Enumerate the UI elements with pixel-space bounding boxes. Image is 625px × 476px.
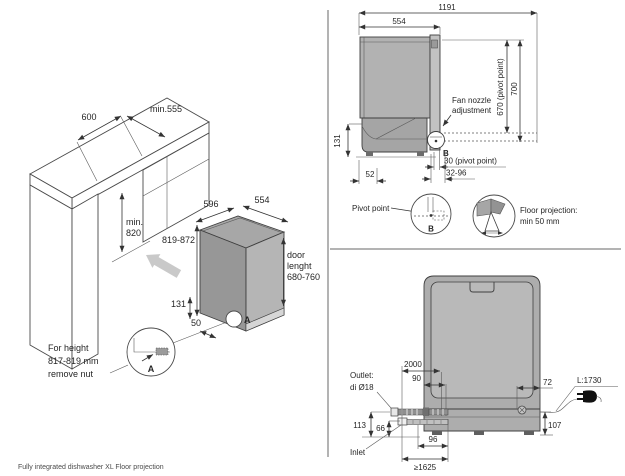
dim-back-clearance: 52 [365,170,375,179]
dim-cord-offset: 72 [543,378,552,387]
power-plug-icon [583,390,597,402]
floor-projection-line2: min 50 mm [520,217,560,226]
dim-cabinet-width: 600 [81,112,97,122]
inlet-label: Inlet [350,448,366,457]
outlet-label-line2: di Ø18 [350,383,374,392]
back-view [350,276,618,472]
base-assembly [362,118,427,152]
dim-open-depth: 1191 [438,3,456,12]
outlet-label-line1: Outlet: [350,371,374,380]
fan-nozzle-callout [443,96,492,126]
door-length-line1: door [287,250,306,260]
marker-b-label: B [443,149,449,158]
dishwasher-iso-box [200,216,284,331]
floor-projection-line1: Floor projection: [520,206,578,215]
dim-niche-height-line2: 820 [126,228,142,238]
push-direction-arrow [146,254,181,278]
outlet-connector [391,408,398,416]
dim-niche-depth: min.555 [149,104,183,114]
dim-side-plinth: 131 [333,134,342,148]
detail-a-letter: A [147,364,155,374]
dim-dw-height: 819-872 [161,235,195,245]
nut-detail [156,348,168,355]
dim-base-height: 107 [548,421,562,430]
pivot-point-detail [352,194,451,234]
dim-dw-toe: 50 [190,318,202,328]
side-view [333,3,577,237]
dim-hose-length: 2000 [404,360,422,369]
marker-a-label: A [244,315,251,325]
note-line2: 817-819 mm [48,356,99,366]
dim-inlet-offset: 96 [428,435,438,444]
inlet-connector [398,418,407,425]
marker-a-circle [226,311,242,327]
door-length-line2: lenght [287,261,312,271]
fan-nozzle-line2: adjustment [452,106,492,115]
side-view-machine [356,35,449,158]
dim-hose-reach: ≥1625 [413,463,437,472]
dim-dw-width: 596 [203,199,219,209]
pivot-point-label: Pivot point [352,204,390,213]
dim-door-gap-range: 32-96 [446,168,467,178]
dim-niche-height-line1: min. [126,217,144,227]
dim-dw-depth: 554 [254,195,270,205]
power-cord [540,387,618,413]
dim-pivot-height: 670 (pivot point) [496,58,505,116]
dim-dw-plinth: 131 [170,299,186,309]
dim-height-700: 700 [510,82,519,96]
hose-coupling [423,408,429,417]
dim-pivot-offset: 30 (pivot point) [444,156,497,166]
note-line1: For height [48,343,89,353]
pivot-detail-letter: B [428,224,434,234]
kitchen-cabinet-drawing [30,98,209,369]
dim-inlet-height: 66 [376,424,385,433]
floor-projection-detail [473,195,577,237]
dim-side-depth: 554 [392,17,406,26]
fan-nozzle-line1: Fan nozzle [452,96,492,105]
dim-outlet-offset: 90 [412,374,421,383]
dim-cord-length: L:1730 [577,376,602,385]
note-line3: remove nut [48,369,94,379]
figure-caption: Fully integrated dishwasher XL Floor projection [18,464,164,471]
door-length-line3: 680-760 [287,272,321,282]
dim-outlet-height: 113 [353,421,366,430]
left-iso-view [30,98,320,379]
